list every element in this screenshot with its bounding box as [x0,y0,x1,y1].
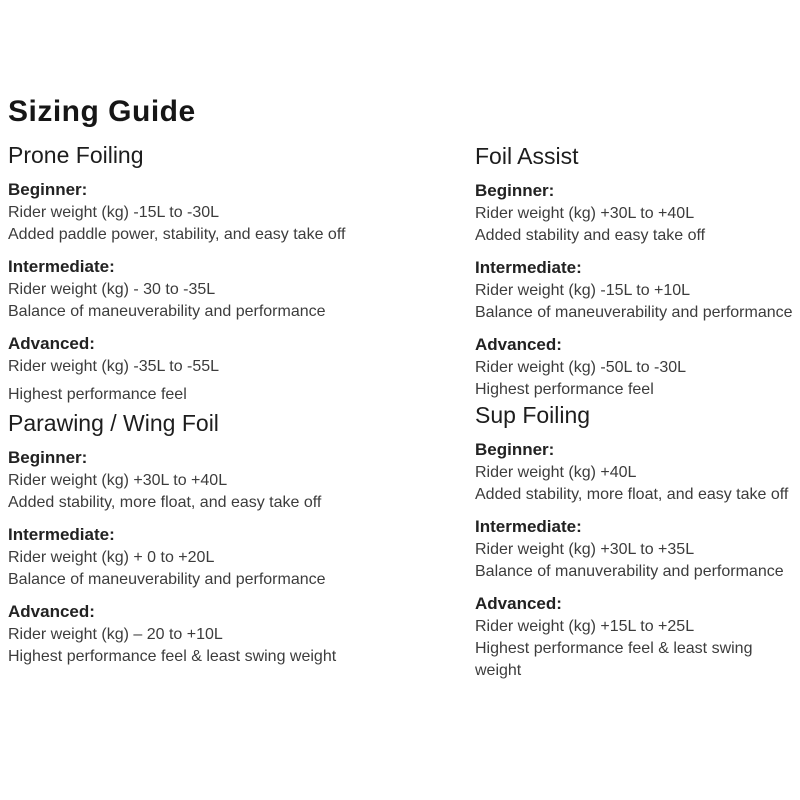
level-advanced [8,601,463,668]
level-label: Beginner: [475,181,555,200]
section-title: Prone Foiling [8,142,144,168]
level-beginner [8,179,463,246]
section-sup-foiling [475,401,797,682]
level-label: Intermediate: [475,517,582,536]
section-title: Foil Assist [475,143,579,169]
rider-weight-text: Rider weight (kg) +30L to +35L [475,541,695,558]
rider-weight-text: Rider weight (kg) -50L to -30L [475,359,687,376]
rider-weight-text: Rider weight (kg) + 0 to +20L [8,549,215,566]
level-label: Advanced: [8,602,95,621]
level-label: Intermediate: [8,257,115,276]
level-label: Advanced: [475,335,562,354]
level-beginner [475,439,797,506]
level-beginner [475,180,797,247]
page-title: Sizing Guide [8,95,196,128]
level-advanced [475,334,797,401]
section-foil-assist [475,142,797,401]
rider-weight-text: Rider weight (kg) +30L to +40L [475,205,695,222]
level-description: Balance of maneuverability and performance [8,303,326,320]
level-intermediate [8,524,463,591]
rider-weight-text: Rider weight (kg) -15L to -30L [8,204,220,221]
level-intermediate [8,256,463,323]
rider-weight-text: Rider weight (kg) – 20 to +10L [8,626,223,643]
section-title: Sup Foiling [475,402,591,428]
column-right [475,0,797,682]
level-label: Beginner: [8,448,88,467]
rider-weight-text: Rider weight (kg) - 30 to -35L [8,281,216,298]
level-description: Balance of manuverability and performance [475,563,784,580]
section-parawing-wing-foil [8,409,463,668]
rider-weight-text: Rider weight (kg) +40L [475,464,637,481]
level-beginner [8,447,463,514]
level-description: Highest performance feel & least swing weight [8,648,337,665]
section-prone-foiling [8,141,463,406]
level-label: Advanced: [8,334,95,353]
level-label: Intermediate: [475,258,582,277]
level-description: Added stability, more float, and easy take off [475,486,789,503]
rider-weight-text: Rider weight (kg) +15L to +25L [475,618,695,635]
rider-weight-text: Rider weight (kg) +30L to +40L [8,472,228,489]
level-description: Added stability and easy take off [475,227,706,244]
level-description: Balance of maneuverability and performance [475,304,793,321]
level-description: Balance of maneuverability and performance [8,571,326,588]
level-description: Highest performance feel & least swing weight [475,640,753,679]
level-intermediate [475,516,797,583]
level-intermediate [475,257,797,324]
level-description: Added paddle power, stability, and easy take off [8,226,346,243]
level-description: Highest performance feel [475,381,654,398]
column-left [8,0,463,668]
level-advanced [8,333,463,406]
level-label: Beginner: [8,180,88,199]
section-title: Parawing / Wing Foil [8,410,219,436]
level-label: Intermediate: [8,525,115,544]
level-description: Highest performance feel [8,386,187,403]
rider-weight-text: Rider weight (kg) -35L to -55L [8,358,220,375]
level-description: Added stability, more float, and easy take off [8,494,322,511]
rider-weight-text: Rider weight (kg) -15L to +10L [475,282,691,299]
level-advanced [475,593,797,682]
level-label: Advanced: [475,594,562,613]
level-label: Beginner: [475,440,555,459]
